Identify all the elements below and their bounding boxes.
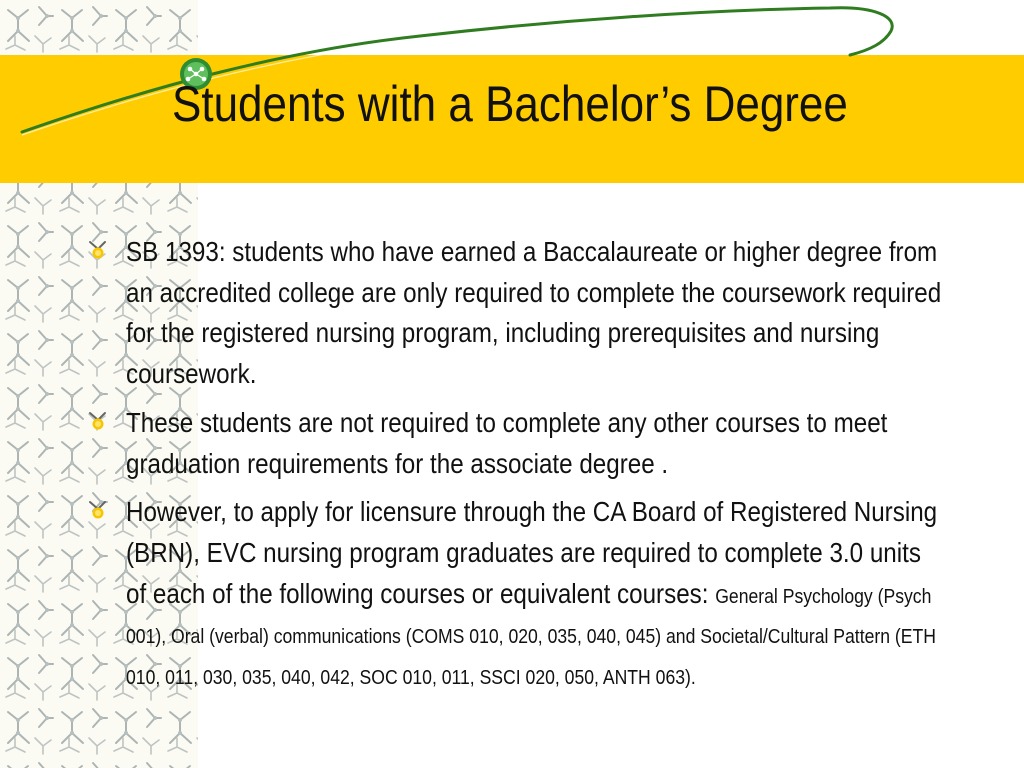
bullet-list — [88, 232, 948, 696]
bullet-item-3 — [88, 492, 948, 696]
bullet-item-2 — [88, 403, 948, 484]
bullet-content — [88, 232, 948, 704]
mini-network-bullet-icon — [88, 499, 110, 521]
bullet-text-2: These students are not required to complete any other courses to meet graduation requirements for the associate degree . — [126, 406, 888, 479]
mini-network-bullet-icon — [88, 239, 110, 261]
slide-title: Students with a Bachelor’s Degree — [172, 76, 848, 132]
bullet-text-3 — [126, 492, 944, 696]
bullet-main-text-3: However, to apply for licensure through the CA Board of Registered Nursing (BRN), EVC nursing program graduates are required to complete 3.0 units of each of the following courses or equivalent courses: — [126, 496, 938, 609]
bullet-item-1 — [88, 232, 948, 395]
bullet-text-1: SB 1393: students who have earned a Baccalaureate or higher degree from an accredited college are only required to complete the coursework required for the registered nursing program, including prerequisites and nursing coursework. — [126, 236, 942, 390]
mini-network-bullet-icon — [88, 410, 110, 432]
course-list-text: General Psychology (Psych 001), Oral (verbal) communications (COMS 010, 020, 035, 040, 045) and Societal/Cultural Pattern (ETH 010, 011, 030, 035, 040, 042, SOC 010, 011, SSCI 020, 050, ANTH 063). — [126, 585, 936, 690]
